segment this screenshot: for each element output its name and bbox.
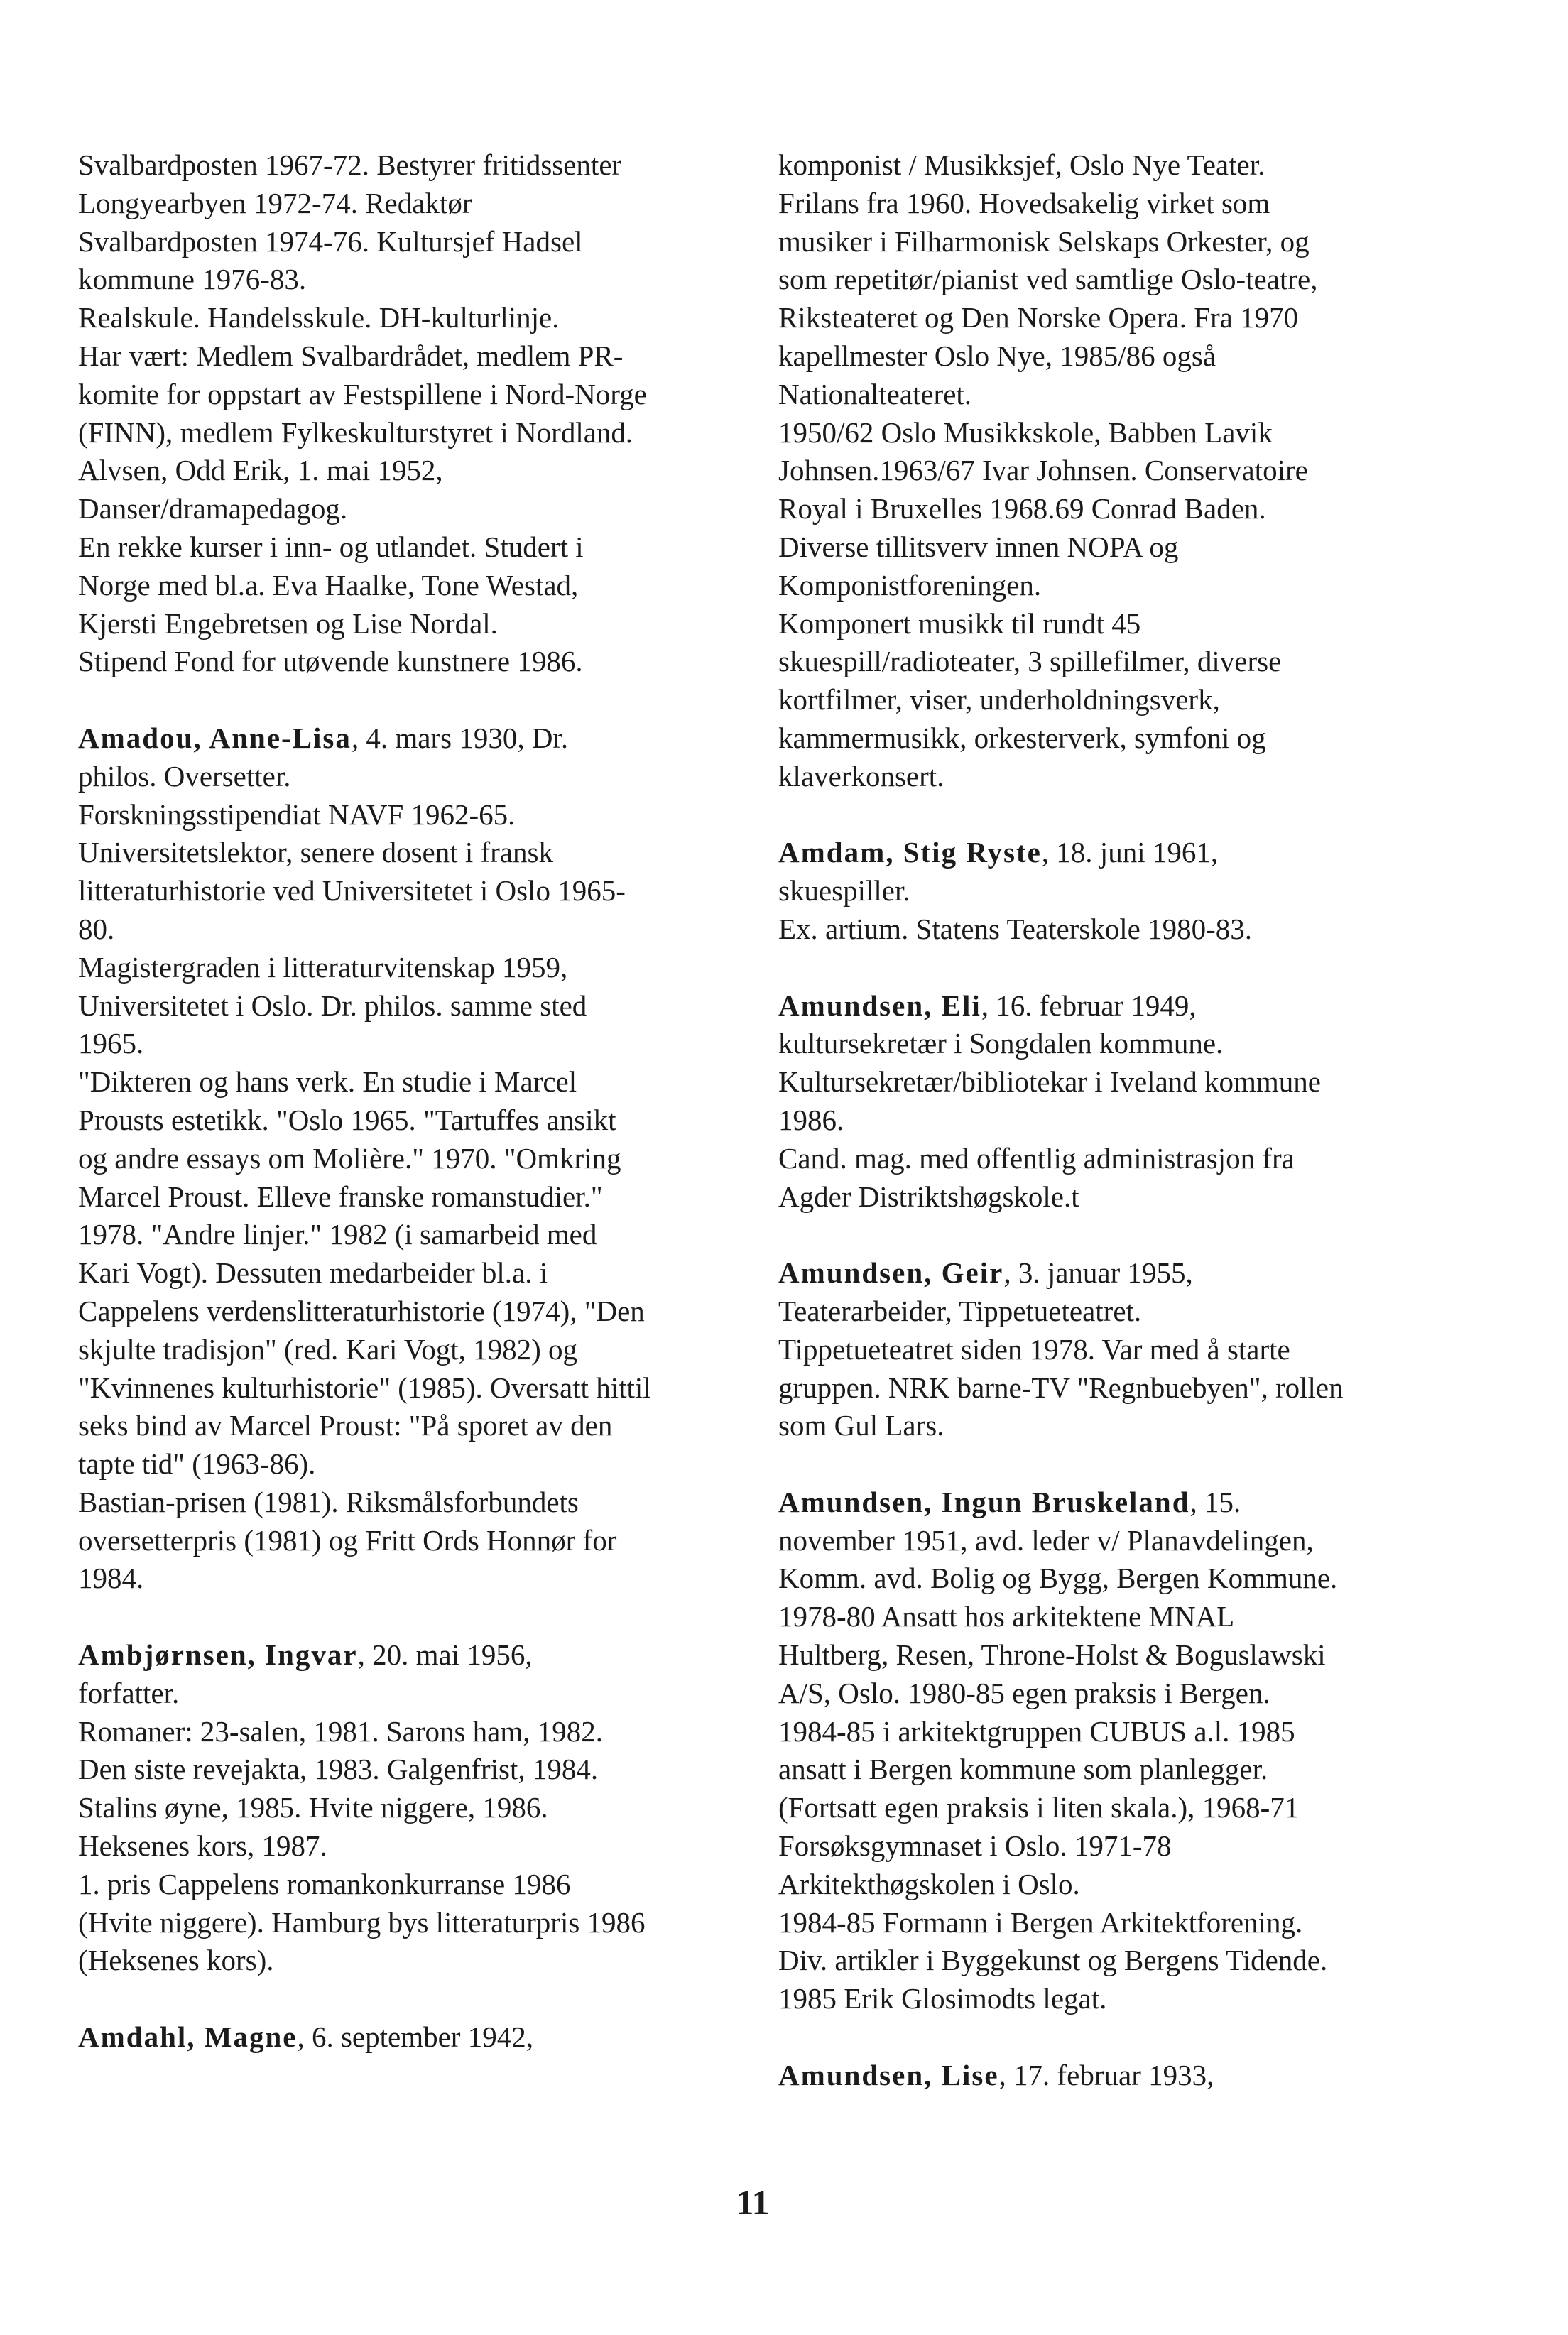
entry-separator (78, 1980, 760, 2018)
text-line (78, 1827, 760, 1866)
line-text: Svalbardposten 1974-76. Kultursjef Hadsel (78, 224, 583, 258)
line-text: Forskningsstipendiat NAVF 1962-65. (78, 798, 516, 831)
line-text: 1978. "Andre linjer." 1982 (i samarbeid med (78, 1218, 597, 1251)
text-line (78, 185, 760, 223)
text-line (778, 1063, 1510, 1101)
text-line (78, 1063, 760, 1101)
text-line (78, 1178, 760, 1217)
text-line (778, 146, 1510, 185)
line-text: ansatt i Bergen kommune som planlegger. (778, 1753, 1268, 1786)
line-text: gruppen. NRK barne-TV "Regnbuebyen", rollen (778, 1371, 1344, 1404)
line-text: Cappelens verdenslitteraturhistorie (1974), "Den (78, 1294, 645, 1327)
text-line (778, 452, 1510, 490)
line-text: november 1951, avd. leder v/ Planavdelingen, (778, 1523, 1314, 1557)
entry-name: Amdam, Stig Ryste (778, 836, 1042, 869)
line-text: , 18. juni 1961, (1041, 836, 1219, 869)
entry-separator (778, 949, 1510, 987)
line-text: , 20. mai 1956, (357, 1638, 533, 1672)
text-line (78, 1292, 760, 1331)
line-text: Marcel Proust. Elleve franske romanstudier." (78, 1180, 603, 1213)
text-line (78, 490, 760, 528)
line-text: komite for oppstart av Festspillene i Nord-Norge (78, 377, 647, 410)
text-line (78, 146, 760, 185)
entry-separator (778, 2018, 1510, 2057)
line-text: Universitetet i Oslo. Dr. philos. samme sted (78, 989, 587, 1022)
text-line (78, 910, 760, 949)
line-text: Diverse tillitsverv innen NOPA og (778, 530, 1179, 563)
line-text: kultursekretær i Songdalen kommune. (778, 1027, 1224, 1060)
entry-heading-line (778, 2057, 1510, 2095)
line-text: Frilans fra 1960. Hovedsakelig virket som (778, 186, 1270, 219)
line-text: 1984. (78, 1562, 144, 1595)
text-line (778, 1598, 1510, 1636)
entry-name: Amundsen, Eli (778, 989, 981, 1022)
line-text: Danser/dramapedagog. (78, 492, 348, 526)
line-text: Komponistforeningen. (778, 568, 1042, 602)
text-line (778, 490, 1510, 528)
text-line (778, 1292, 1510, 1331)
entry-name: Amundsen, Ingun Bruskeland (778, 1485, 1190, 1518)
text-line (778, 1522, 1510, 1560)
line-text: Agder Distriktshøgskole.t (778, 1180, 1079, 1213)
line-text: Riksteateret og Den Norske Opera. Fra 1970 (778, 301, 1299, 334)
line-text: philos. Oversetter. (78, 759, 291, 793)
line-text: Div. artikler i Byggekunst og Bergens Tidende. (778, 1944, 1328, 1977)
text-line (78, 1331, 760, 1369)
text-line (778, 567, 1510, 605)
line-text: skuespiller. (778, 874, 910, 908)
text-line (778, 910, 1510, 949)
left-text-column (78, 146, 760, 2057)
text-line (778, 1407, 1510, 1445)
line-text: 1984-85 i arkitektgruppen CUBUS a.l. 1985 (778, 1714, 1295, 1748)
text-line (78, 1751, 760, 1789)
text-line (78, 1713, 760, 1751)
entry-heading-line (778, 1254, 1510, 1292)
line-text: En rekke kurser i inn- og utlandet. Studert i (78, 530, 584, 563)
entry-name: Amundsen, Geir (778, 1256, 1004, 1290)
text-line (778, 719, 1510, 758)
text-line (78, 414, 760, 452)
text-line (78, 1216, 760, 1254)
line-text: Svalbardposten 1967-72. Bestyrer fritidssenter (78, 148, 622, 181)
line-text: A/S, Oslo. 1980-85 egen praksis i Bergen. (778, 1676, 1270, 1709)
line-text: Alvsen, Odd Erik, 1. mai 1952, (78, 454, 443, 487)
line-text: Stalins øyne, 1985. Hvite niggere, 1986. (78, 1791, 548, 1824)
line-text: Arkitekthøgskolen i Oslo. (778, 1867, 1080, 1900)
line-text: klaverkonsert. (778, 759, 944, 793)
line-text: Magistergraden i litteraturvitenskap 1959, (78, 950, 568, 984)
text-line (778, 605, 1510, 643)
line-text: Stipend Fond for utøvende kunstnere 1986. (78, 645, 583, 678)
line-text: komponist / Musikksjef, Oslo Nye Teater. (778, 148, 1265, 181)
line-text: , 17. februar 1933, (998, 2058, 1214, 2091)
text-line (78, 796, 760, 834)
entry-name: Amundsen, Lise (778, 2058, 999, 2091)
text-line (778, 376, 1510, 414)
text-line (78, 987, 760, 1025)
line-text: 1978-80 Ansatt hos arkitektene MNAL (778, 1600, 1235, 1633)
entry-heading-line (78, 1636, 760, 1675)
line-text: 1. pris Cappelens romankonkurranse 1986 (78, 1867, 571, 1900)
text-line (78, 949, 760, 987)
line-text: Tippetueteatret siden 1978. Var med å starte (778, 1332, 1290, 1366)
line-text: Kultursekretær/bibliotekar i Iveland kommune (778, 1065, 1322, 1099)
line-text: 1984-85 Formann i Bergen Arkitektforening. (778, 1905, 1303, 1939)
line-text: Johnsen.1963/67 Ivar Johnsen. Conservatoire (778, 454, 1308, 487)
line-text: Den siste revejakta, 1983. Galgenfrist, 1984. (78, 1753, 599, 1786)
line-text: (FINN), medlem Fylkeskulturstyret i Nordland. (78, 415, 633, 449)
text-line (78, 1675, 760, 1713)
line-text: Heksenes kors, 1987. (78, 1829, 327, 1863)
text-line (778, 1560, 1510, 1598)
line-text: tapte tid" (1963-86). (78, 1447, 316, 1481)
line-text: Kjersti Engebretsen og Lise Nordal. (78, 606, 498, 640)
line-text: Royal i Bruxelles 1968.69 Conrad Baden. (778, 492, 1266, 526)
text-line (78, 834, 760, 872)
text-line (78, 376, 760, 414)
line-text: Forsøksgymnaset i Oslo. 1971-78 (778, 1829, 1172, 1863)
text-line (778, 1101, 1510, 1140)
text-line (778, 1025, 1510, 1063)
line-text: litteraturhistorie ved Universitetet i Oslo 1965- (78, 874, 626, 908)
text-line (78, 1789, 760, 1827)
text-line (78, 299, 760, 337)
text-line (78, 643, 760, 681)
text-line (78, 1522, 760, 1560)
entry-heading-line (78, 2018, 760, 2057)
text-line (78, 1407, 760, 1445)
line-text: Universitetslektor, senere dosent i fransk (78, 836, 553, 869)
text-line (778, 414, 1510, 452)
line-text: Kari Vogt). Dessuten medarbeider bl.a. i (78, 1256, 548, 1290)
text-line (78, 223, 760, 261)
line-text: kortfilmer, viser, underholdningsverk, (778, 683, 1220, 717)
text-line (778, 1369, 1510, 1408)
line-text: Nationalteateret. (778, 377, 972, 410)
entry-heading-line (778, 1484, 1510, 1522)
line-text: Cand. mag. med offentlig administrasjon fra (778, 1141, 1295, 1175)
text-line (78, 528, 760, 567)
entry-separator (78, 681, 760, 719)
line-text: , 16. februar 1949, (981, 989, 1197, 1022)
line-text: Norge med bl.a. Eva Haalke, Tone Westad, (78, 568, 579, 602)
text-line (78, 452, 760, 490)
line-text: forfatter. (78, 1676, 180, 1709)
text-line (778, 185, 1510, 223)
line-text: musiker i Filharmonisk Selskaps Orkester, og (778, 224, 1310, 258)
text-line (778, 223, 1510, 261)
line-text: Longyearbyen 1972-74. Redaktør (78, 186, 472, 219)
entry-heading-line (778, 834, 1510, 872)
line-text: Teaterarbeider, Tippetueteatret. (778, 1294, 1142, 1327)
line-text: "Dikteren og hans verk. En studie i Marcel (78, 1065, 577, 1099)
line-text: som Gul Lars. (778, 1409, 944, 1442)
line-text: Prousts estetikk. "Oslo 1965. "Tartuffes ansikt (78, 1103, 616, 1136)
text-line (78, 1369, 760, 1408)
text-line (78, 567, 760, 605)
entry-separator (778, 796, 1510, 834)
line-text: Komm. avd. Bolig og Bygg, Bergen Kommune. (778, 1562, 1338, 1595)
line-text: (Heksenes kors). (78, 1944, 274, 1977)
text-line (778, 1140, 1510, 1178)
text-line (78, 1025, 760, 1063)
text-line (778, 1904, 1510, 1942)
entry-name: Ambjørnsen, Ingvar (78, 1638, 358, 1672)
text-line (78, 1560, 760, 1598)
entry-separator (778, 1216, 1510, 1254)
line-text: Bastian-prisen (1981). Riksmålsforbundets (78, 1485, 579, 1518)
text-line (78, 337, 760, 376)
entry-separator (78, 1598, 760, 1636)
line-text: Realskule. Handelsskule. DH-kulturlinje. (78, 301, 560, 334)
text-line (778, 299, 1510, 337)
page-number: 11 (736, 2182, 770, 2222)
text-line (78, 1101, 760, 1140)
line-text: og andre essays om Molière." 1970. "Omkring (78, 1141, 621, 1175)
text-line (78, 1942, 760, 1980)
entry-name: Amadou, Anne-Lisa (78, 721, 352, 754)
text-line (778, 337, 1510, 376)
text-line (78, 1904, 760, 1942)
text-line (778, 261, 1510, 299)
text-line (78, 1484, 760, 1522)
line-text: 1965. (78, 1027, 144, 1060)
line-text: oversetterpris (1981) og Fritt Ords Honnør for (78, 1523, 617, 1557)
entry-heading-line (78, 719, 760, 758)
entry-name: Amdahl, Magne (78, 2020, 298, 2054)
text-line (778, 1827, 1510, 1866)
line-text: , 15. (1189, 1485, 1241, 1518)
text-line (78, 605, 760, 643)
text-line (78, 1445, 760, 1484)
right-text-column (778, 146, 1510, 2095)
line-text: kommune 1976-83. (78, 263, 307, 296)
text-line (778, 681, 1510, 719)
text-line (778, 1942, 1510, 1980)
text-line (778, 1178, 1510, 1217)
line-text: (Hvite niggere). Hamburg bys litteraturpris 1986 (78, 1905, 646, 1939)
text-line (778, 1789, 1510, 1827)
text-line (78, 261, 760, 299)
text-line (78, 872, 760, 910)
text-line (778, 1636, 1510, 1675)
line-text: 80. (78, 912, 115, 945)
line-text: kammermusikk, orkesterverk, symfoni og (778, 721, 1266, 754)
line-text: , 4. mars 1930, Dr. (351, 721, 569, 754)
line-text: Har vært: Medlem Svalbardrådet, medlem PR- (78, 339, 624, 372)
line-text: Hultberg, Resen, Throne-Holst & Boguslawski (778, 1638, 1326, 1672)
text-line (78, 1254, 760, 1292)
text-line (78, 1866, 760, 1904)
line-text: , 3. januar 1955, (1003, 1256, 1193, 1290)
text-line (78, 758, 760, 796)
text-line (778, 1331, 1510, 1369)
line-text: Komponert musikk til rundt 45 (778, 606, 1141, 640)
text-line (778, 872, 1510, 910)
text-line (778, 1713, 1510, 1751)
line-text: skjulte tradisjon" (red. Kari Vogt, 1982) og (78, 1332, 578, 1366)
text-line (78, 1140, 760, 1178)
entry-heading-line (778, 987, 1510, 1025)
text-line (778, 643, 1510, 681)
line-text: seks bind av Marcel Proust: "På sporet av den (78, 1409, 613, 1442)
line-text: skuespill/radioteater, 3 spillefilmer, diverse (778, 645, 1282, 678)
entry-separator (778, 1445, 1510, 1484)
line-text: "Kvinnenes kulturhistorie" (1985). Oversatt hittil (78, 1371, 651, 1404)
line-text: som repetitør/pianist ved samtlige Oslo-teatre, (778, 263, 1318, 296)
line-text: , 6. september 1942, (297, 2020, 533, 2054)
line-text: (Fortsatt egen praksis i liten skala.), 1968-71 (778, 1791, 1300, 1824)
line-text: 1985 Erik Glosimodts legat. (778, 1982, 1107, 2015)
text-line (778, 528, 1510, 567)
line-text: kapellmester Oslo Nye, 1985/86 også (778, 339, 1216, 372)
text-line (778, 1675, 1510, 1713)
text-line (778, 758, 1510, 796)
line-text: Ex. artium. Statens Teaterskole 1980-83. (778, 912, 1253, 945)
text-line (778, 1980, 1510, 2018)
text-line (778, 1751, 1510, 1789)
line-text: 1986. (778, 1103, 844, 1136)
line-text: Romaner: 23-salen, 1981. Sarons ham, 1982. (78, 1714, 604, 1748)
line-text: 1950/62 Oslo Musikkskole, Babben Lavik (778, 415, 1273, 449)
text-line (778, 1866, 1510, 1904)
